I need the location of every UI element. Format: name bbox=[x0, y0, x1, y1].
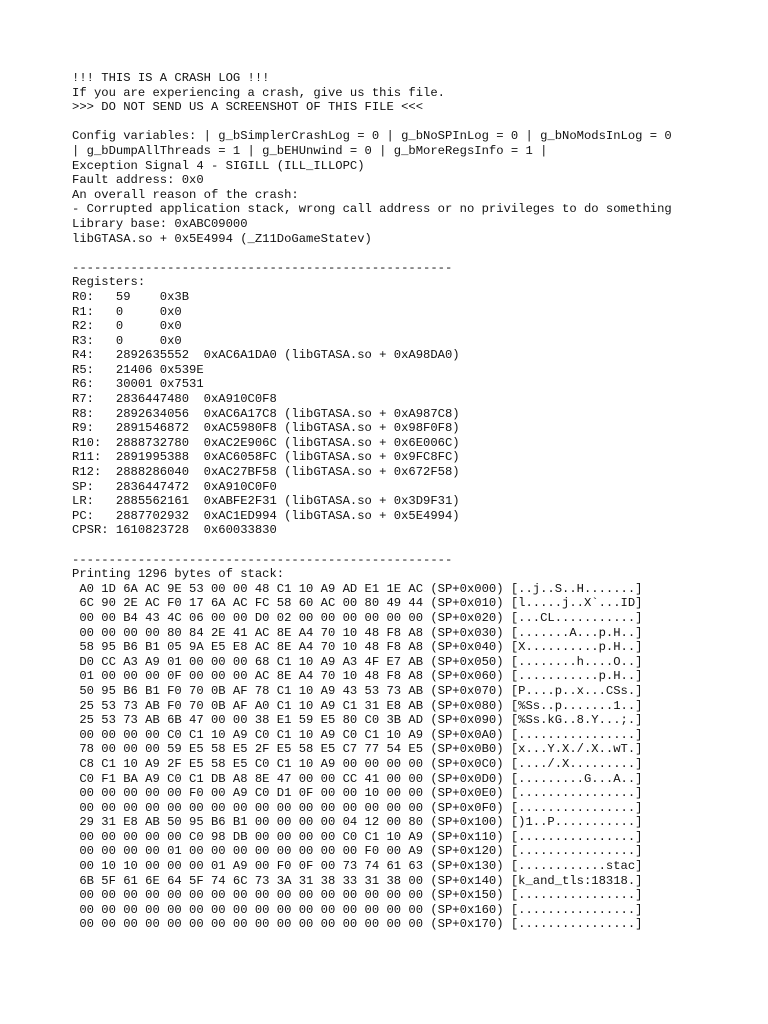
stack-row: C8 C1 10 A9 2F E5 58 E5 C0 C1 10 A9 00 00 00 00 (SP+0x0C0) [..../.X.........] bbox=[72, 756, 643, 771]
stack-row: 58 95 B6 B1 05 9A E5 E8 AC 8E A4 70 10 48 F8 A8 (SP+0x040) [X..........p.H..] bbox=[72, 640, 643, 655]
stack-row: 00 00 00 00 00 00 00 00 00 00 00 00 00 00 00 00 (SP+0x160) [................] bbox=[72, 902, 643, 917]
config-variables-line-2: | g_bDumpAllThreads = 1 | g_bEHUnwind = 0 | g_bMoreRegsInfo = 1 | bbox=[72, 143, 548, 158]
crash-log-title: !!! THIS IS A CRASH LOG !!! bbox=[72, 71, 270, 85]
screenshot-warning: >>> DO NOT SEND US A SCREENSHOT OF THIS FILE <<< bbox=[72, 100, 424, 115]
spacer bbox=[72, 115, 762, 130]
stack-row: 6C 90 2E AC F0 17 6A AC FC 58 60 AC 00 80 49 44 (SP+0x010) [l.....j..X`...ID] bbox=[72, 596, 643, 611]
register-row: R10: 2888732780 0xAC2E906C (libGTASA.so + 0x6E006C) bbox=[72, 435, 460, 450]
spacer bbox=[72, 246, 762, 261]
config-variables-line-1: Config variables: | g_bSimplerCrashLog = 0 | g_bNoSPInLog = 0 | g_bNoModsInLog = 0 bbox=[72, 129, 672, 144]
stack-section bbox=[72, 553, 762, 932]
stack-row: D0 CC A3 A9 01 00 00 00 68 C1 10 A9 A3 4F E7 AB (SP+0x050) [........h....O..] bbox=[72, 654, 643, 669]
register-row: R9: 2891546872 0xAC5980F8 (libGTASA.so + 0x98F0F8) bbox=[72, 421, 460, 436]
register-row: SP: 2836447472 0xA910C0F0 bbox=[72, 479, 277, 494]
stack-row: 01 00 00 00 0F 00 00 00 AC 8E A4 70 10 48 F8 A8 (SP+0x060) [...........p.H..] bbox=[72, 669, 643, 684]
stack-row: 00 00 00 00 80 84 2E 41 AC 8E A4 70 10 48 F8 A8 (SP+0x030) [.......A...p.H..] bbox=[72, 625, 643, 640]
stack-row: 50 95 B6 B1 F0 70 0B AF 78 C1 10 A9 43 53 73 AB (SP+0x070) [P....p..x...CSs.] bbox=[72, 683, 643, 698]
register-row: R5: 21406 0x539E bbox=[72, 362, 204, 377]
registers-label: Registers: bbox=[72, 275, 146, 290]
instruction-text: If you are experiencing a crash, give us this file. bbox=[72, 85, 445, 100]
stack-row: 00 00 00 00 00 00 00 00 00 00 00 00 00 00 00 00 (SP+0x0F0) [................] bbox=[72, 800, 643, 815]
stack-row: 25 53 73 AB F0 70 0B AF A0 C1 10 A9 C1 31 E8 AB (SP+0x080) [%Ss..p.......1..] bbox=[72, 698, 643, 713]
stack-dump bbox=[72, 582, 762, 932]
config-section bbox=[72, 129, 762, 246]
register-row: R11: 2891995388 0xAC6058FC (libGTASA.so + 0x9FC8FC) bbox=[72, 450, 460, 465]
register-row: PC: 2887702932 0xAC1ED994 (libGTASA.so + 0x5E4994) bbox=[72, 508, 460, 523]
stack-row: 00 00 00 00 00 C0 98 DB 00 00 00 00 C0 C1 10 A9 (SP+0x110) [................] bbox=[72, 829, 643, 844]
crash-log-header bbox=[72, 71, 762, 115]
register-row: R2: 0 0x0 bbox=[72, 319, 182, 334]
stack-row: 00 00 00 00 01 00 00 00 00 00 00 00 00 F0 00 A9 (SP+0x120) [................] bbox=[72, 844, 643, 859]
spacer bbox=[72, 538, 762, 553]
register-row: R12: 2888286040 0xAC27BF58 (libGTASA.so + 0x672F58) bbox=[72, 465, 460, 480]
register-row: CPSR: 1610823728 0x60033830 bbox=[72, 523, 277, 538]
stack-row: 00 10 10 00 00 00 01 A9 00 F0 0F 00 73 74 61 63 (SP+0x130) [............stac] bbox=[72, 859, 643, 874]
section-separator: ---------------------------------------------------- bbox=[72, 260, 453, 275]
section-separator: ---------------------------------------------------- bbox=[72, 552, 453, 567]
register-row: R7: 2836447480 0xA910C0F8 bbox=[72, 392, 277, 407]
exception-signal: Exception Signal 4 - SIGILL (ILL_ILLOPC) bbox=[72, 158, 365, 173]
register-row: LR: 2885562161 0xABFE2F31 (libGTASA.so + 0x3D9F31) bbox=[72, 494, 460, 509]
register-row: R0: 59 0x3B bbox=[72, 289, 190, 304]
fault-address: Fault address: 0x0 bbox=[72, 173, 204, 188]
registers-section bbox=[72, 261, 762, 538]
stack-row: 00 00 00 00 00 F0 00 A9 C0 D1 0F 00 00 10 00 00 (SP+0x0E0) [................] bbox=[72, 786, 643, 801]
register-row: R1: 0 0x0 bbox=[72, 304, 182, 319]
crash-location: libGTASA.so + 0x5E4994 (_Z11DoGameStatev) bbox=[72, 231, 372, 246]
crash-reason-label: An overall reason of the crash: bbox=[72, 187, 299, 202]
register-row: R4: 2892635552 0xAC6A1DA0 (libGTASA.so + 0xA98DA0) bbox=[72, 348, 460, 363]
stack-row: 6B 5F 61 6E 64 5F 74 6C 73 3A 31 38 33 31 38 00 (SP+0x140) [k_and_tls:18318.] bbox=[72, 873, 643, 888]
stack-row: 00 00 00 00 00 00 00 00 00 00 00 00 00 00 00 00 (SP+0x170) [................] bbox=[72, 917, 643, 932]
crash-reason: - Corrupted application stack, wrong call address or no privileges to do something bbox=[72, 202, 672, 217]
stack-row: 00 00 B4 43 4C 06 00 00 D0 02 00 00 00 00 00 00 (SP+0x020) [...CL...........] bbox=[72, 610, 643, 625]
register-row: R3: 0 0x0 bbox=[72, 333, 182, 348]
stack-row: C0 F1 BA A9 C0 C1 DB A8 8E 47 00 00 CC 41 00 00 (SP+0x0D0) [.........G...A..] bbox=[72, 771, 643, 786]
stack-row: 25 53 73 AB 6B 47 00 00 38 E1 59 E5 80 C0 3B AD (SP+0x090) [%Ss.kG..8.Y...;.] bbox=[72, 713, 643, 728]
stack-row: 00 00 00 00 C0 C1 10 A9 C0 C1 10 A9 C0 C1 10 A9 (SP+0x0A0) [................] bbox=[72, 727, 643, 742]
stack-row: 78 00 00 00 59 E5 58 E5 2F E5 58 E5 C7 77 54 E5 (SP+0x0B0) [x...Y.X./.X..wT.] bbox=[72, 742, 643, 757]
register-row: R8: 2892634056 0xAC6A17C8 (libGTASA.so + 0xA987C8) bbox=[72, 406, 460, 421]
register-row: R6: 30001 0x7531 bbox=[72, 377, 204, 392]
stack-row: A0 1D 6A AC 9E 53 00 00 48 C1 10 A9 AD E1 1E AC (SP+0x000) [..j..S..H.......] bbox=[72, 581, 643, 596]
crash-log-document bbox=[72, 71, 762, 932]
register-list bbox=[72, 290, 762, 538]
stack-row: 00 00 00 00 00 00 00 00 00 00 00 00 00 00 00 00 (SP+0x150) [................] bbox=[72, 888, 643, 903]
library-base: Library base: 0xABC09000 bbox=[72, 216, 248, 231]
stack-row: 29 31 E8 AB 50 95 B6 B1 00 00 00 00 04 12 00 80 (SP+0x100) [)1..P...........] bbox=[72, 815, 643, 830]
stack-label: Printing 1296 bytes of stack: bbox=[72, 567, 285, 582]
